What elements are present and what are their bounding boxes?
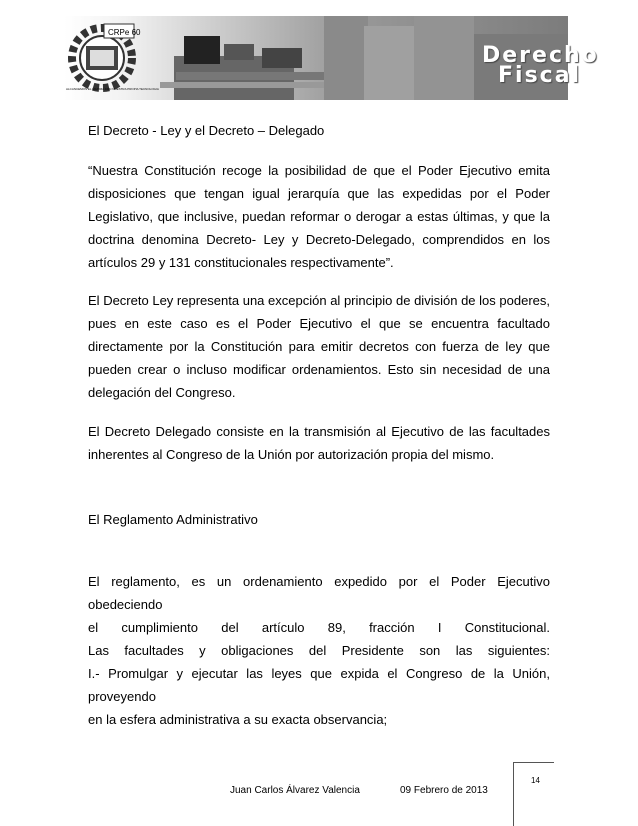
p1-line: Legislativo, que inclusive, puedan reformar o derogar a estas últimas, y que la xyxy=(88,209,550,224)
p4-line: El reglamento, es un ordenamiento expedido por el Poder Ejecutivo obedeciendo xyxy=(88,574,550,612)
p1-line: artículos 29 y 131 constitucionales respectivamente”. xyxy=(88,255,394,270)
section-title-decreto: El Decreto - Ley y el Decreto – Delegado xyxy=(88,123,325,138)
banner-title-line1: Derecho xyxy=(482,43,599,68)
p4-line: el cumplimiento del artículo 89, fracción I Constitucional. xyxy=(88,620,550,635)
p2-line: El Decreto Ley representa una excepción al principio de división de los poderes, xyxy=(88,293,550,308)
p1-line: doctrina denomina Decreto- Ley y Decreto-Delegado, comprendidos en los xyxy=(88,232,550,247)
p4-line: en la esfera administrativa a su exacta observancia; xyxy=(88,712,388,727)
paragraph-3 xyxy=(88,420,550,466)
footer-author: Juan Carlos Álvarez Valencia xyxy=(230,785,360,796)
p1-line: disposiciones que tengan igual jerarquía que las expedidas por el Poder xyxy=(88,186,550,201)
header-banner xyxy=(64,16,599,100)
p4-line: Las facultades y obligaciones del Presidente son las siguientes: xyxy=(88,643,550,658)
footer-date: 09 Febrero de 2013 xyxy=(400,785,488,796)
logo-caption: ALCANCEMOS EL MAXIMA CON NUESTRA PROPIA TECNOLOGIA xyxy=(66,87,159,91)
banner-title xyxy=(482,43,599,88)
page-number-box xyxy=(513,762,554,826)
paragraph-2 xyxy=(88,289,550,404)
page-number: 14 xyxy=(531,776,540,785)
p1-line: “Nuestra Constitución recoge la posibilidad de que el Poder Ejecutivo emita xyxy=(88,163,550,178)
paragraph-4 xyxy=(88,570,550,731)
section-title-reglamento: El Reglamento Administrativo xyxy=(88,512,258,527)
p3-line: inherentes al Congreso de la Unión por autorización propia del mismo. xyxy=(88,447,495,462)
p2-line: delegación del Congreso. xyxy=(88,385,236,400)
p2-line: pueden crear o incluso modificar ordenamientos. Esto sin necesidad de una xyxy=(88,362,550,377)
paragraph-1 xyxy=(88,159,550,274)
logo-text: CRPe 60 xyxy=(108,28,141,37)
banner-title-line2: Fiscal xyxy=(498,63,582,88)
p2-line: pues en este caso es el Poder Ejecutivo el que se encuentra facultado xyxy=(88,316,550,331)
p3-line: El Decreto Delegado consiste en la transmisión al Ejecutivo de las facultades xyxy=(88,424,550,439)
p4-line: I.- Promulgar y ejecutar las leyes que expida el Congreso de la Unión, proveyendo xyxy=(88,666,550,704)
p2-line: directamente por la Constitución para emitir decretos con fuerza de ley que xyxy=(88,339,550,354)
